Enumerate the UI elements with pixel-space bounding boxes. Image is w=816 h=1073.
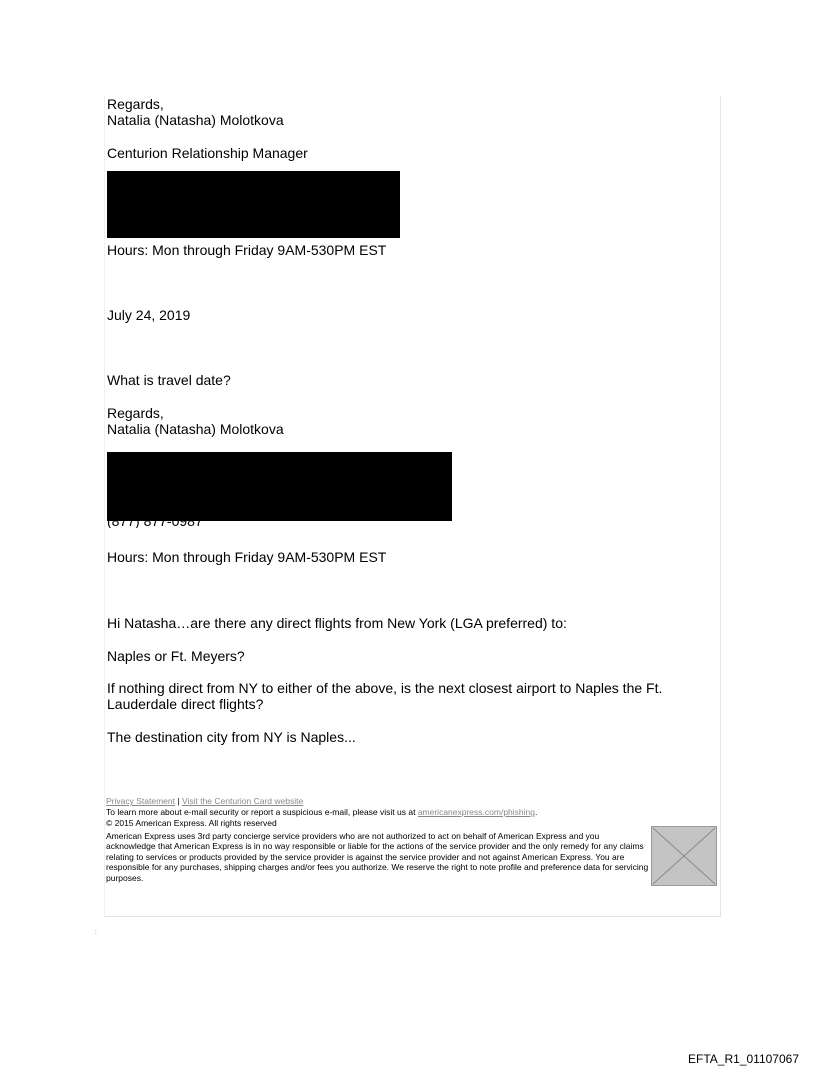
footer-links <box>106 796 303 806</box>
question-text: What is travel date? <box>107 372 231 388</box>
sender-name: Natalia (Natasha) Molotkova <box>107 112 284 128</box>
broken-image-icon <box>651 826 717 886</box>
hours-text: Hours: Mon through Friday 9AM-530PM EST <box>107 549 387 565</box>
regards-text: Regards, <box>107 96 164 112</box>
legal-disclaimer: American Express uses 3rd party concierge service providers who are not authorized to act on behalf of American Express and you acknowledge that American Express is in no way responsible or liable for the actions of the service provider and the only remedy for any claims relating to services or products provided by the service provider is against the service provider and not against American Express. You are responsible for any purchases, shipping charges and/or fees you authorize. We reserve the right to note profile and preference data for servicing purposes. <box>106 831 649 883</box>
centurion-website-link[interactable]: Visit the Centurion Card website <box>181 796 304 806</box>
security-line: To learn more about e-mail security or report a suspicious e-mail, please visit us at americanexpress.com/phishing. <box>106 807 538 817</box>
regards-text: Regards, <box>107 405 164 421</box>
sender-name: Natalia (Natasha) Molotkova <box>107 421 284 437</box>
message-line: If nothing direct from NY to either of the above, is the next closest airport to Naples the Ft. Lauderdale direct flights? <box>107 680 663 712</box>
small-mark: : <box>95 930 97 936</box>
message-line: The destination city from NY is Naples... <box>107 729 356 745</box>
phishing-link[interactable]: americanexpress.com/phishing <box>417 807 535 817</box>
link-separator: | <box>177 796 180 806</box>
security-text: To learn more about e-mail security or report a suspicious e-mail, please visit us at <box>106 807 416 817</box>
email-date: July 24, 2019 <box>107 307 191 323</box>
sender-title: Centurion Relationship Manager <box>107 145 308 161</box>
hours-text: Hours: Mon through Friday 9AM-530PM EST <box>107 242 387 258</box>
copyright-text: © 2015 American Express. All rights reserved <box>106 818 277 828</box>
redaction-block <box>107 171 400 238</box>
privacy-statement-link[interactable]: Privacy Statement <box>106 796 175 806</box>
message-line: Naples or Ft. Meyers? <box>107 648 245 664</box>
redaction-block <box>107 452 452 521</box>
document-id: EFTA_R1_01107067 <box>688 1052 799 1066</box>
message-line: Hi Natasha…are there any direct flights from New York (LGA preferred) to: <box>107 615 567 631</box>
